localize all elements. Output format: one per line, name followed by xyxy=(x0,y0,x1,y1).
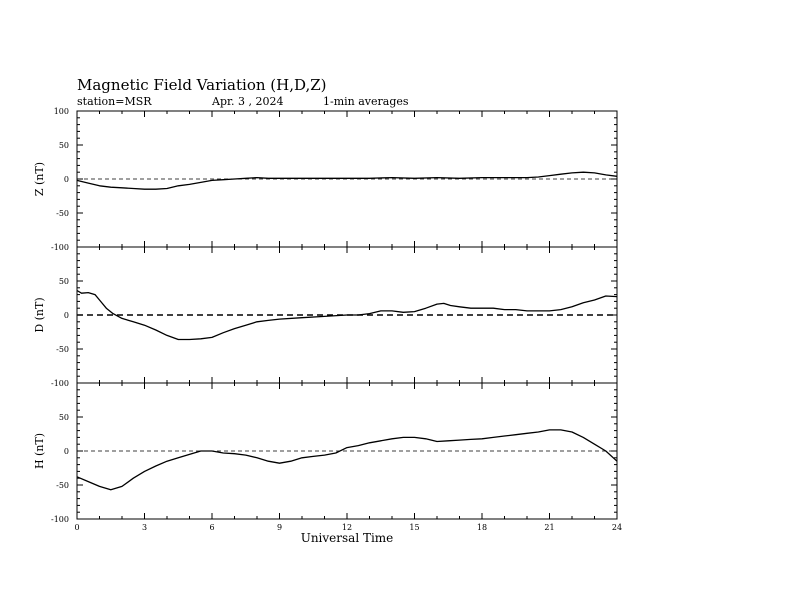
y-tick-label-z: 50 xyxy=(58,141,69,150)
y-tick-label-d: 50 xyxy=(58,277,69,286)
y-tick-label-h: 50 xyxy=(58,413,69,422)
averaging-label: 1-min averages xyxy=(323,95,409,108)
x-tick-label: 24 xyxy=(611,523,623,532)
x-tick-label: 21 xyxy=(544,523,555,532)
x-axis-label: Universal Time xyxy=(300,531,394,545)
y-axis-label-z: Z (nT) xyxy=(33,161,46,197)
chart-title: Magnetic Field Variation (H,D,Z) xyxy=(77,76,327,94)
x-tick-label: 18 xyxy=(476,523,488,532)
y-axis-label-h: H (nT) xyxy=(33,432,46,470)
y-tick-label-z: -50 xyxy=(56,209,69,218)
y-tick-label-d: -100 xyxy=(51,379,69,388)
y-tick-label-h: -50 xyxy=(56,481,69,490)
series-line-h xyxy=(77,430,617,490)
station-label: station=MSR xyxy=(77,95,152,108)
y-tick-label-z: 100 xyxy=(53,107,69,116)
x-tick-label: 9 xyxy=(276,523,283,532)
y-tick-label-d: -50 xyxy=(56,345,69,354)
x-tick-label: 15 xyxy=(409,523,420,532)
y-axis-label-d: D (nT) xyxy=(33,297,46,333)
date-label: Apr. 3 , 2024 xyxy=(212,95,284,108)
x-tick-label: 3 xyxy=(141,523,148,532)
series-line-z xyxy=(77,172,617,189)
y-tick-label-h: 0 xyxy=(63,447,69,456)
x-tick-label: 0 xyxy=(74,523,80,532)
y-tick-label-z: -100 xyxy=(51,243,69,252)
y-tick-label-h: -100 xyxy=(51,515,69,524)
y-tick-label-d: 0 xyxy=(63,311,69,320)
x-tick-label: 6 xyxy=(209,523,215,532)
x-tick-label: 12 xyxy=(341,523,353,532)
y-tick-label-z: 0 xyxy=(63,175,69,184)
